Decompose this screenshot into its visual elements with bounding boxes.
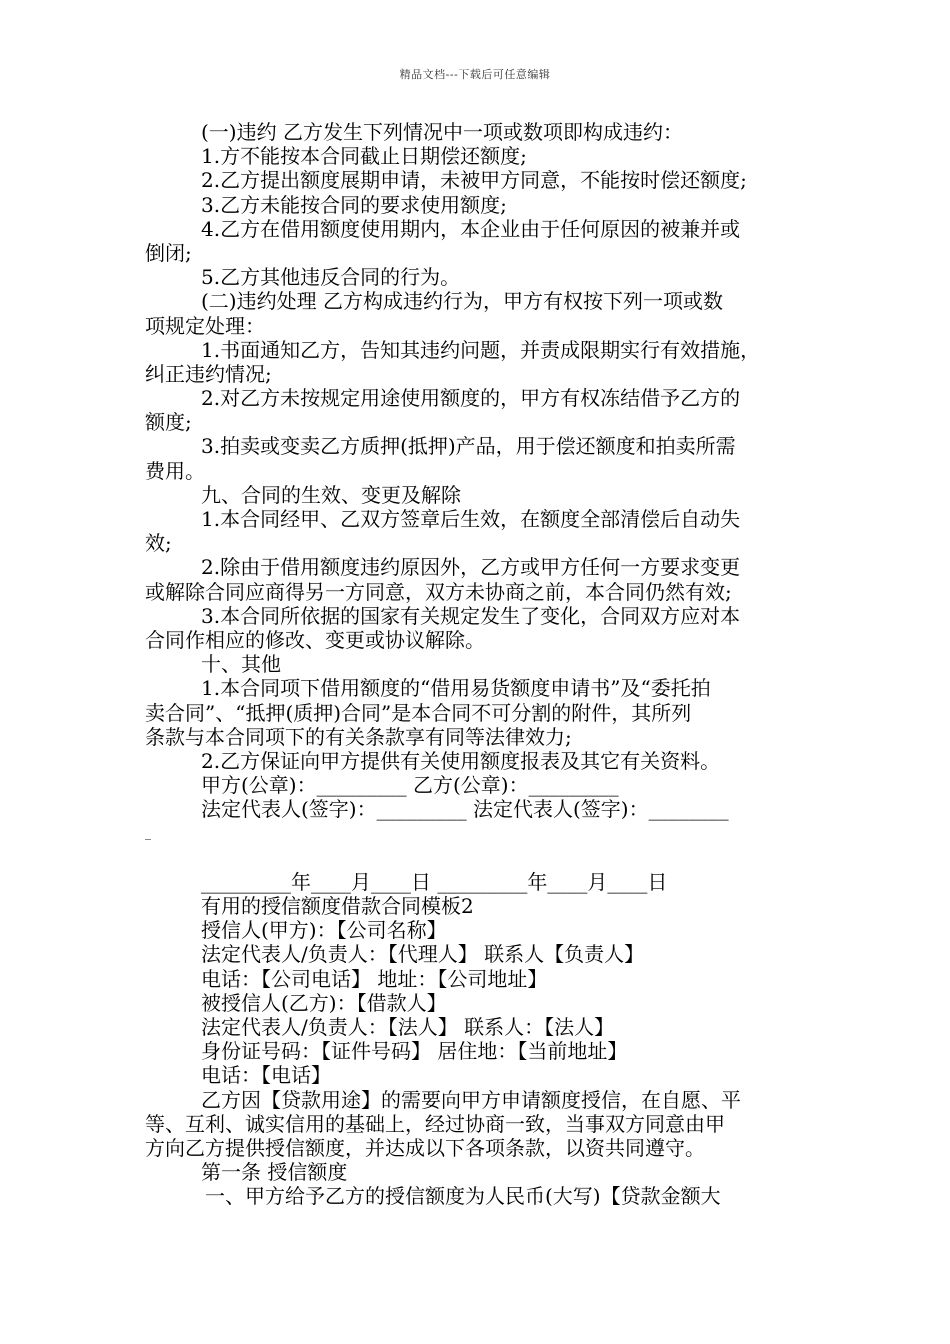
text-line: 1.本合同项下借用额度的“借用易货额度申请书”及“委托拍 bbox=[201, 676, 711, 701]
text-line: 或解除合同应商得另一方同意，双方未协商之前，本合同仍然有效; bbox=[145, 579, 732, 604]
text-line: 卖合同”、“抵押(质押)合同”是本合同不可分割的附件，其所列 bbox=[145, 700, 692, 725]
text-line: 等、互利、诚实信用的基础上，经过协商一致，当事双方同意由甲 bbox=[145, 1111, 725, 1136]
text-line: 一、甲方给予乙方的授信额度为人民币(大写)【贷款金额大 bbox=[205, 1184, 721, 1209]
text-line: 3.本合同所依据的国家有关规定发生了变化，合同双方应对本 bbox=[201, 603, 741, 628]
text-line bbox=[145, 846, 810, 870]
document-body bbox=[145, 120, 810, 1208]
text-line: 有用的授信额度借款合同模板2 bbox=[201, 894, 474, 918]
text-line: 2.对乙方未按规定用途使用额度的，甲方有权冻结借予乙方的 bbox=[201, 386, 741, 411]
text-line: 效; bbox=[145, 531, 172, 556]
text-line: 1.方不能按本合同截止日期偿还额度; bbox=[201, 144, 527, 169]
text-line: 电话：【电话】 bbox=[201, 1063, 331, 1088]
text-line: 3.乙方未能按合同的要求使用额度; bbox=[201, 192, 507, 217]
page-header: 精品文档---下载后可任意编辑 bbox=[399, 68, 551, 81]
text-line: 1.书面通知乙方，告知其违约问题，并责成限期实行有效措施， bbox=[201, 337, 761, 362]
text-line: 电话：【公司电话】 地址：【公司地址】 bbox=[201, 966, 548, 991]
text-line: 纠正违约情况; bbox=[145, 361, 272, 386]
text-line: 1.本合同经甲、乙双方签章后生效，在额度全部清偿后自动失 bbox=[201, 507, 741, 531]
text-line: 方向乙方提供授信额度，并达成以下各项条款，以资共同遵守。 bbox=[145, 1135, 705, 1160]
text-line: 4.乙方在借用额度使用期内，本企业由于任何原因的被兼并或 bbox=[201, 216, 741, 241]
text-line: 九、合同的生效、变更及解除 bbox=[201, 482, 461, 507]
text-line: 法定代表人/负责人：【代理人】 联系人【负责人】 bbox=[201, 942, 645, 967]
text-line: 3.拍卖或变卖乙方质押(抵押)产品，用于偿还额度和拍卖所需 bbox=[201, 434, 736, 459]
text-line: 项规定处理： bbox=[145, 313, 265, 338]
text-line: 2.乙方保证向甲方提供有关使用额度报表及其它有关资料。 bbox=[201, 748, 721, 773]
text-line: 被授信人(乙方)：【借款人】 bbox=[201, 990, 447, 1015]
text-line: 合同作相应的修改、变更或协议解除。 bbox=[145, 627, 485, 652]
text-line: 2.除由于借用额度违约原因外，乙方或甲方任何一方要求变更 bbox=[201, 555, 741, 580]
text-line: 乙方因【贷款用途】的需要向甲方申请额度授信，在自愿、平 bbox=[201, 1087, 741, 1112]
text-line: (一)违约 乙方发生下列情况中一项或数项即构成违约： bbox=[201, 120, 683, 144]
text-line: 甲方(公章)：_________ 乙方(公章)：_________ bbox=[201, 773, 619, 798]
text-line: 授信人(甲方)：【公司名称】 bbox=[201, 918, 447, 943]
text-line: 条款与本合同项下的有关条款享有同等法律效力; bbox=[145, 724, 572, 749]
text-line: 5.乙方其他违反合同的行为。 bbox=[201, 265, 461, 290]
text-line: _ bbox=[145, 826, 151, 841]
text-line: 倒闭; bbox=[145, 240, 192, 265]
text-line: 2.乙方提出额度展期申请，未被甲方同意，不能按时偿还额度; bbox=[201, 168, 747, 193]
text-line: 法定代表人/负责人：【法人】 联系人：【法人】 bbox=[201, 1014, 615, 1039]
text-line: (二)违约处理 乙方构成违约行为，甲方有权按下列一项或数 bbox=[201, 289, 723, 314]
text-line: 费用。 bbox=[145, 458, 205, 483]
text-line: _________年____月____日 _________年____月____日 bbox=[201, 869, 668, 894]
text-line: 身份证号码：【证件号码】 居住地：【当前地址】 bbox=[201, 1039, 628, 1064]
text-line: 法定代表人(签字)：_________ 法定代表人(签字)：________ bbox=[201, 797, 729, 822]
text-line: 第一条 授信额度 bbox=[201, 1160, 348, 1185]
text-line: 额度; bbox=[145, 410, 192, 435]
text-line: 十、其他 bbox=[201, 652, 281, 677]
